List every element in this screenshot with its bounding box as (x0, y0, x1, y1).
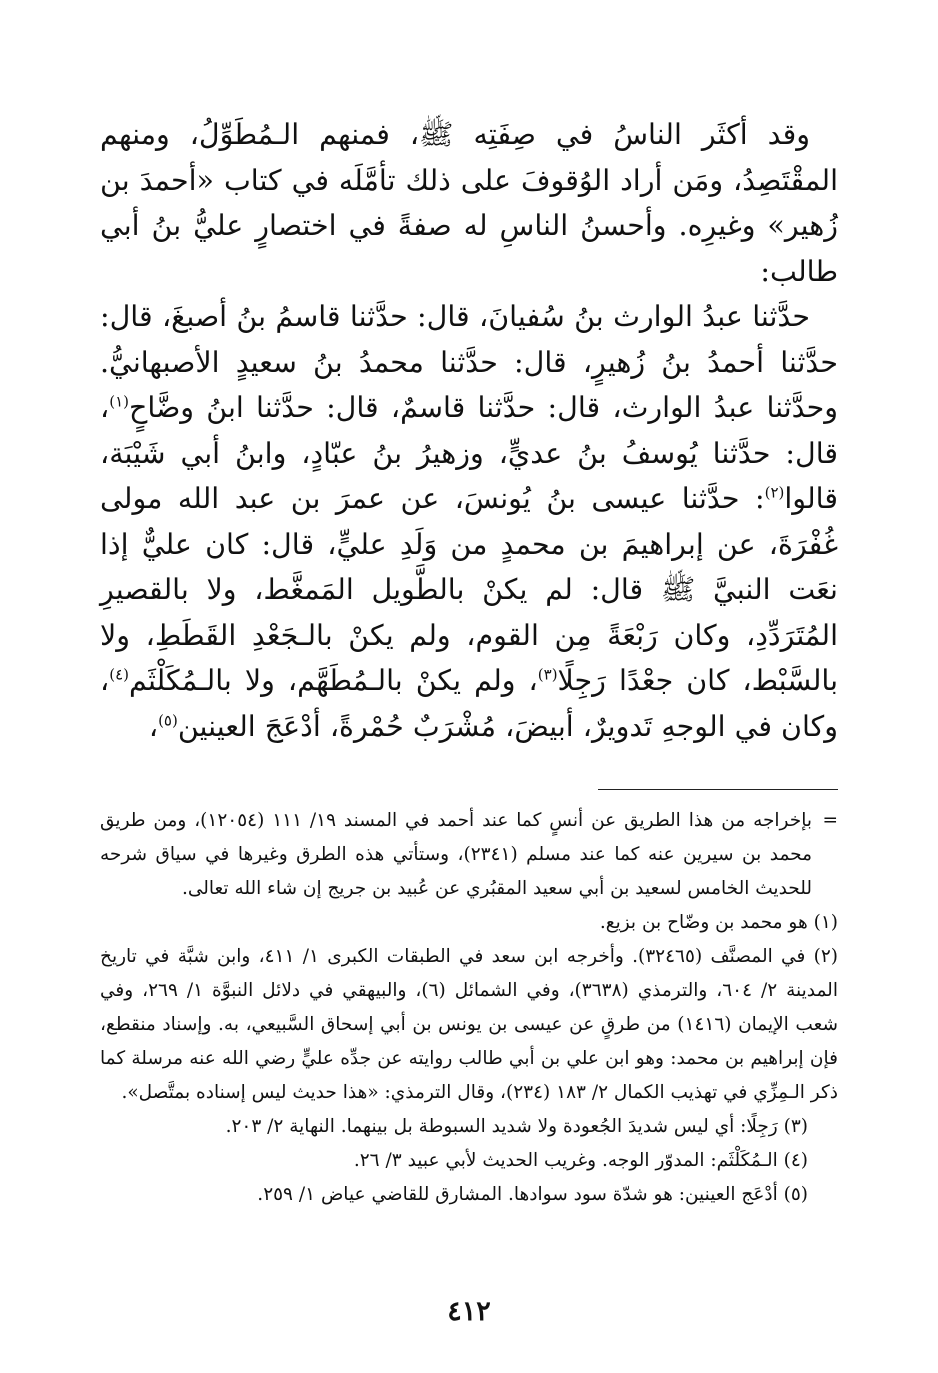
footnote-4: (٤) الـمُكَلْثَم: المدوّر الوجه. وغريب الحديث لأبي عبيد ٣/ ٢٦. (353, 1150, 808, 1171)
main-text (100, 112, 838, 749)
footnotes (100, 804, 838, 1212)
footnote-1: (١) هو محمد بن وضّاح بن بزيع. (599, 912, 838, 933)
footnote-ref[interactable]: (١) (109, 392, 129, 411)
book-page (100, 112, 838, 1212)
footnote-ref[interactable]: (٥) (158, 711, 178, 729)
hadith-segment: : حدَّثنا عيسى بنُ يُونسَ، عن عمرَ بن عبد الله مولى غُفْرَةَ، عن إبراهيمَ بن محمدٍ من وَلَدِ عليٍّ، قال: كان عليٌّ إذا نعَت النبيَّ ﷺ قال: لم يكنْ بالطَّويل المَمغَّط، ولا بالقصيرِ المُتَرَدِّدِ، وكان رَبْعَةً مِن القوم، ولم يكنْ بالـجَعْدِ القَطَطِ، ولا بالسَّبْط، كان جعْدًا رَجِلًا (100, 482, 838, 697)
footnote-ref[interactable]: (٢) (764, 483, 785, 502)
hadith-segment: ، (148, 709, 159, 743)
footnote-5: (٥) أدْعَج العينين: هو شدّة سود سوادها. المشارق للقاضي عياض ١/ ٢٥٩. (257, 1184, 808, 1205)
footnote-text: بإخراجه من هذا الطريق عن أنسٍ كما عند أحمد في المسند ١٩/ ١١١ (١٢٠٥٤)، ومن طريق محمد بن سيرين عنه كما عند مسلم (٢٣٤١)، وستأتي هذه الطرق وغيرها في سياق شرحه للحديث الخامس لسعيد بن أبي سعيد المقبُري عن عُبيد بن جريج إن شاء الله تعالى. (100, 810, 812, 899)
hadith-segment: ، ولم يكنْ بالـمُطَهَّم، ولا بالـمُكَلْثَم (128, 664, 538, 697)
hadith-segment: ، وكان في الوجهِ تَدويرٌ، أبيضَ، مُشْرَبٌ حُمْرةً، أدْعَجَ العينين (100, 664, 838, 743)
paragraph-intro: وقد أكثَر الناسُ في صِفَتِه ﷺ، فمنهم الـمُطَوِّلُ، ومنهم المقْتَصِدُ، ومَن أراد الوُقوفَ على ذلك تأمَّلَه في كتاب «أحمدَ بن زُهير» وغيرِه. وأحسنُ الناسِ له صفةً في اختصارٍ عليُّ بنُ أبي طالب: (100, 118, 838, 288)
footnote-ref[interactable]: (٣) (537, 665, 558, 684)
hadith-segment: حدَّثنا عبدُ الوارث بنُ سُفيانَ، قال: حدَّثنا قاسمُ بنُ أصبغَ، قال: حدَّثنا أحمدُ بنُ زُهيرٍ، قال: حدَّثنا محمدُ بنُ سعيدٍ الأصبهانيُّ. وحدَّثنا عبدُ الوارث، قال: حدَّثنا قاسمٌ، قال: حدَّثنا ابنُ وضَّاحٍ (100, 300, 838, 424)
footnote-divider (598, 789, 838, 790)
footnote-3: (٣) رَجِلًا: أي ليس شديدَ الجُعودة ولا شديد السبوطة بل بينهما. النهاية ٢/ ٢٠٣. (225, 1116, 808, 1137)
footnote-continuation (100, 804, 838, 906)
page-number: ٤١٢ (447, 1296, 491, 1327)
continuation-marker: = (822, 810, 838, 831)
paragraph-hadith (100, 294, 838, 749)
hadith-segment: ، قال: حدَّثنا يُوسفُ بنُ عديٍّ، وزهيرُ بنُ عبّادٍ، وابنُ أبي شَيْبَة، قالوا (100, 391, 838, 515)
footnote-2: (٢) في المصنَّف (٣٢٤٦٥). وأخرجه ابن سعد في الطبقات الكبرى ١/ ٤١١، وابن شبَّة في تاريخ المدينة ٢/ ٦٠٤، والترمذي (٣٦٣٨)، وفي الشمائل (٦)، والبيهقي في دلائل النبوَّة ١/ ٢٦٩، وفي شعب الإيمان (١٤١٦) من طرقٍ عن عيسى بن يونس بن أبي إسحاق السَّبيعي، به. وإسناد منقطع، فإن إبراهيم بن محمد: وهو ابن علي بن أبي طالب روايته عن جدِّه عليٍّ رضي الله عنه مرسلة كما ذكر الـمِزِّي في تهذيب الكمال ٢/ ١٨٣ (٢٣٤)، وقال الترمذي: «هذا حديث ليس إسناده بمتَّصل». (100, 946, 838, 1103)
footnote-ref[interactable]: (٤) (109, 665, 129, 684)
